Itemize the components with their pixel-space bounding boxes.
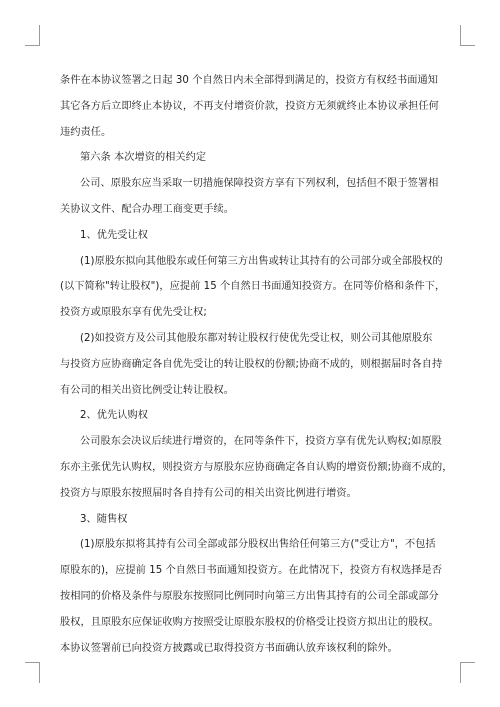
text-line: 投资方与原股东按照届时各自持有公司的相关出资比例进行增资。 <box>60 487 357 499</box>
crop-mark-top-right <box>460 25 475 46</box>
crop-mark-top-left <box>25 25 40 46</box>
text-line: 与投资方应协商确定各自优先受让的转让股权的份额;协商不成的，则根据届时各自持 <box>60 358 443 370</box>
text-line: 违约责任。 <box>60 126 112 138</box>
text-line: (1)原股东拟向其他股东或任何第三方出售或转让其持有的公司部分或全部股权的 <box>80 255 443 267</box>
text-line: 按相同的价格及条件与原股东按照同比例同时向第三方出售其持有的公司全部或部分 <box>60 590 439 602</box>
text-line: 条件在本协议签署之日起 30 个自然日内未全部得到满足的，投资方有权经书面通知 <box>60 75 438 86</box>
text-line: (1)原股东拟将其持有公司全部或部分股权出售给任何第三方("受让方"，不包括 <box>80 539 436 551</box>
text-line: 原股东的)，应提前 15 个自然日书面通知投资方。在此情况下，投资方有权选择是否 <box>60 565 442 577</box>
text-line: 有公司的相关出资比例受让转让股权。 <box>60 384 235 396</box>
section-heading: 3、随售权 <box>80 513 128 525</box>
document-body <box>60 68 453 661</box>
crop-mark-bottom-right <box>460 662 475 683</box>
section-heading: 1、优先受让权 <box>80 229 148 241</box>
text-line: (2)如投资方及公司其他股东都对转让股权行使优先受让权，则公司其他原股东 <box>80 332 433 344</box>
text-line: 关协议文件、配合办理工商变更手续。 <box>60 203 235 215</box>
text-line: 本协议签署前已向投资方披露或已取得投资方书面确认放弃该权利的除外。 <box>60 642 398 654</box>
text-line: 公司股东会决议后续进行增资的，在同等条件下，投资方享有优先认购权;如原股 <box>80 436 442 448</box>
crop-mark-bottom-left <box>25 662 40 683</box>
article-heading: 第六条 本次增资的相关约定 <box>80 152 207 164</box>
text-line: 其它各方后立即终止本协议，不再支付增资价款，投资方无须就终止本协议承担任何 <box>60 100 439 112</box>
section-heading: 2、优先认购权 <box>80 410 148 422</box>
text-line: 公司、原股东应当采取一切措施保障投资方享有下列权利，包括但不限于签署相 <box>80 178 439 190</box>
text-line: 投资方或原股东享有优先受让权; <box>60 307 207 319</box>
text-line: 东亦主张优先认购权，则投资方与原股东应协商确定各自认购的增资份额;协商不成的， <box>60 461 453 473</box>
text-line: 股权，且原股东应保证收购方按照受让原股东股权的价格受让投资方拟出让的股权。 <box>60 616 439 628</box>
text-line: (以下简称"转让股权")，应提前 15 个自然日书面通知投资方。在同等价格和条件下， <box>60 281 446 293</box>
